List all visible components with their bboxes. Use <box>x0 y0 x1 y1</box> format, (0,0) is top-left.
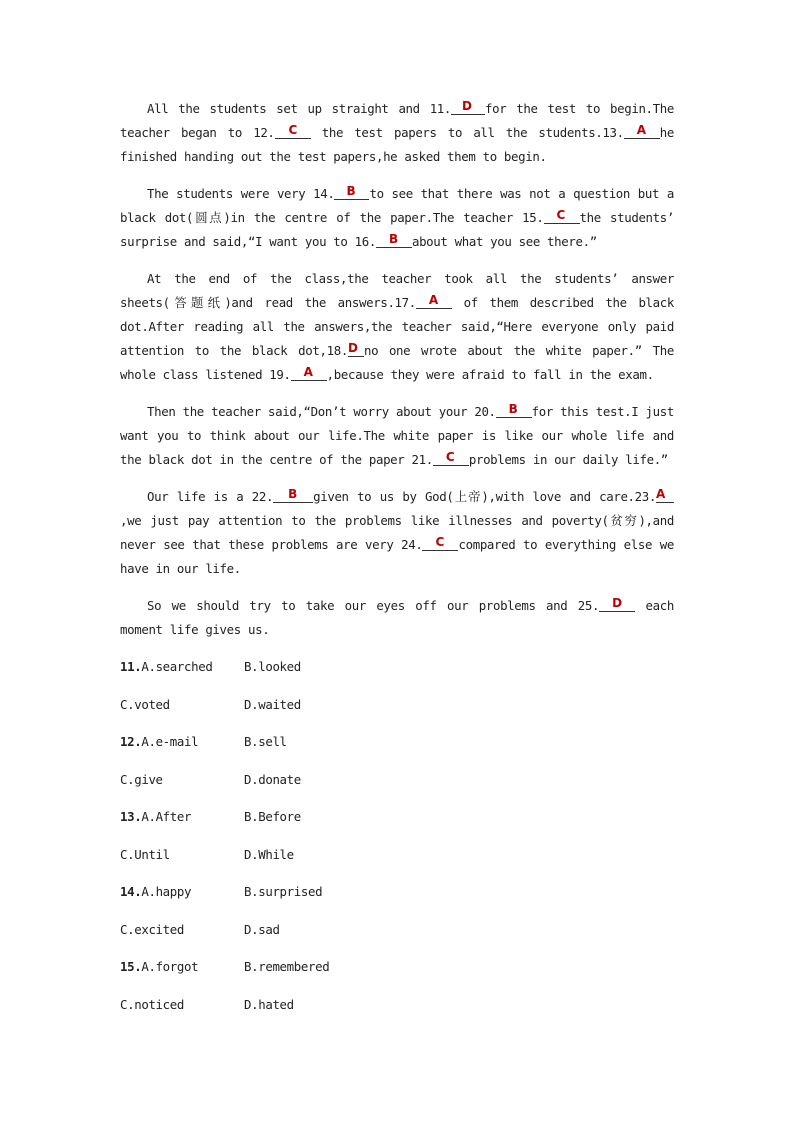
answer-15: C <box>556 208 565 222</box>
text: At the end of the class,the teacher took all the students’ answer sheets(答题纸)and read the answers.17. <box>120 271 674 310</box>
answer-22: B <box>288 487 297 501</box>
answer-options <box>120 655 674 1030</box>
answer-blank-19 <box>291 365 327 381</box>
text: compared to everything else we have in our life. <box>120 537 674 576</box>
question-number-11: 11. <box>120 659 142 674</box>
option-b: B.sell <box>244 734 287 749</box>
option-d: D.While <box>244 846 294 862</box>
text: given to us by God(上帝),with love and care.23. <box>313 489 656 504</box>
paragraph-2 <box>120 182 674 254</box>
text: problems in our daily life.” <box>468 452 668 467</box>
text: he finished handing out the test papers,he asked them to begin. <box>120 125 674 164</box>
option-b: B.looked <box>244 659 301 674</box>
option-row <box>120 730 674 768</box>
answer-blank-24 <box>422 535 458 551</box>
text: The students were very 14. <box>147 186 335 201</box>
option-a: A.e-mail <box>141 734 199 749</box>
answer-21: C <box>445 450 455 464</box>
answer-24: C <box>435 535 444 549</box>
text: each moment life gives us. <box>120 598 674 637</box>
option-d: D.waited <box>244 696 301 712</box>
answer-blank-17 <box>416 293 452 309</box>
text: All the students set up straight and 11. <box>147 101 452 116</box>
text: for the test to begin.The teacher began to 12. <box>120 101 674 140</box>
answer-blank-21 <box>433 450 469 466</box>
answer-25: D <box>612 596 622 610</box>
option-c: C.noticed <box>120 996 184 1012</box>
answer-11: D <box>462 99 472 113</box>
answer-18: D <box>347 341 358 355</box>
option-row <box>120 993 674 1031</box>
option-a: A.forgot <box>141 959 199 974</box>
answer-12: C <box>288 123 298 137</box>
option-b: B.Before <box>244 809 301 824</box>
question-number-13: 13. <box>120 809 142 824</box>
option-row <box>120 955 674 993</box>
answer-blank-15 <box>544 208 580 224</box>
answer-23: A <box>656 487 665 501</box>
option-a: A.After <box>141 809 192 824</box>
option-row <box>120 693 674 731</box>
option-row <box>120 880 674 918</box>
answer-blank-25 <box>599 596 635 612</box>
answer-blank-18 <box>348 341 364 357</box>
option-row <box>120 918 674 956</box>
paragraph-6 <box>120 594 674 642</box>
text: So we should try to take our eyes off our problems and 25. <box>147 598 600 613</box>
question-number-14: 14. <box>120 884 142 899</box>
text: Then the teacher said,“Don’t worry about your 20. <box>147 404 496 419</box>
option-row <box>120 843 674 881</box>
answer-14: B <box>346 184 356 198</box>
answer-blank-13 <box>624 123 660 139</box>
option-b: B.surprised <box>244 884 323 899</box>
answer-blank-16 <box>376 232 412 248</box>
question-number-15: 15. <box>120 959 142 974</box>
text: for this test.I just want you to think about our life.The white paper is like our whole life and the black dot in the centre of the paper 21. <box>120 404 674 467</box>
answer-blank-11 <box>451 99 485 115</box>
option-row <box>120 768 674 806</box>
answer-20: B <box>508 402 518 416</box>
document-page <box>120 97 674 1030</box>
text: the students’ surprise and said,“I want you to 16. <box>120 210 674 249</box>
option-c: C.voted <box>120 696 170 712</box>
text: Our life is a 22. <box>147 489 274 504</box>
answer-blank-23 <box>656 487 674 503</box>
option-row <box>120 655 674 693</box>
option-c: C.give <box>120 771 163 787</box>
text: ,we just pay attention to the problems like illnesses and poverty(贫穷),and never see that these problems are very 24. <box>120 513 674 552</box>
option-a: A.searched <box>141 659 213 674</box>
answer-19: A <box>303 365 313 379</box>
option-c: C.excited <box>120 921 184 937</box>
text: ,because they were afraid to fall in the exam. <box>326 367 654 382</box>
option-d: D.donate <box>244 771 301 787</box>
option-d: D.hated <box>244 996 294 1012</box>
text: of them described the black dot.After reading all the answers,the teacher said,“Here everyone only paid attention to the black dot,18. <box>120 295 674 358</box>
option-c: C.Until <box>120 846 170 862</box>
answer-blank-22 <box>273 487 313 503</box>
answer-blank-14 <box>334 184 369 200</box>
answer-blank-20 <box>496 402 532 418</box>
question-number-12: 12. <box>120 734 142 749</box>
answer-17: A <box>428 293 438 307</box>
text: the test papers to all the students.13. <box>310 125 624 140</box>
answer-13: A <box>636 123 646 137</box>
paragraph-1 <box>120 97 674 169</box>
option-a: A.happy <box>141 884 192 899</box>
text: no one wrote about the white paper.” The whole class listened 19. <box>120 343 674 382</box>
text: about what you see there.” <box>411 234 597 249</box>
answer-blank-12 <box>275 123 311 139</box>
text: to see that there was not a question but a black dot(圆点)in the centre of the paper.The teacher 15. <box>120 186 674 225</box>
paragraph-5 <box>120 485 674 581</box>
option-row <box>120 805 674 843</box>
option-b: B.remembered <box>244 959 330 974</box>
option-d: D.sad <box>244 921 280 937</box>
paragraph-3 <box>120 267 674 387</box>
paragraph-4 <box>120 400 674 472</box>
answer-16: B <box>388 232 398 246</box>
